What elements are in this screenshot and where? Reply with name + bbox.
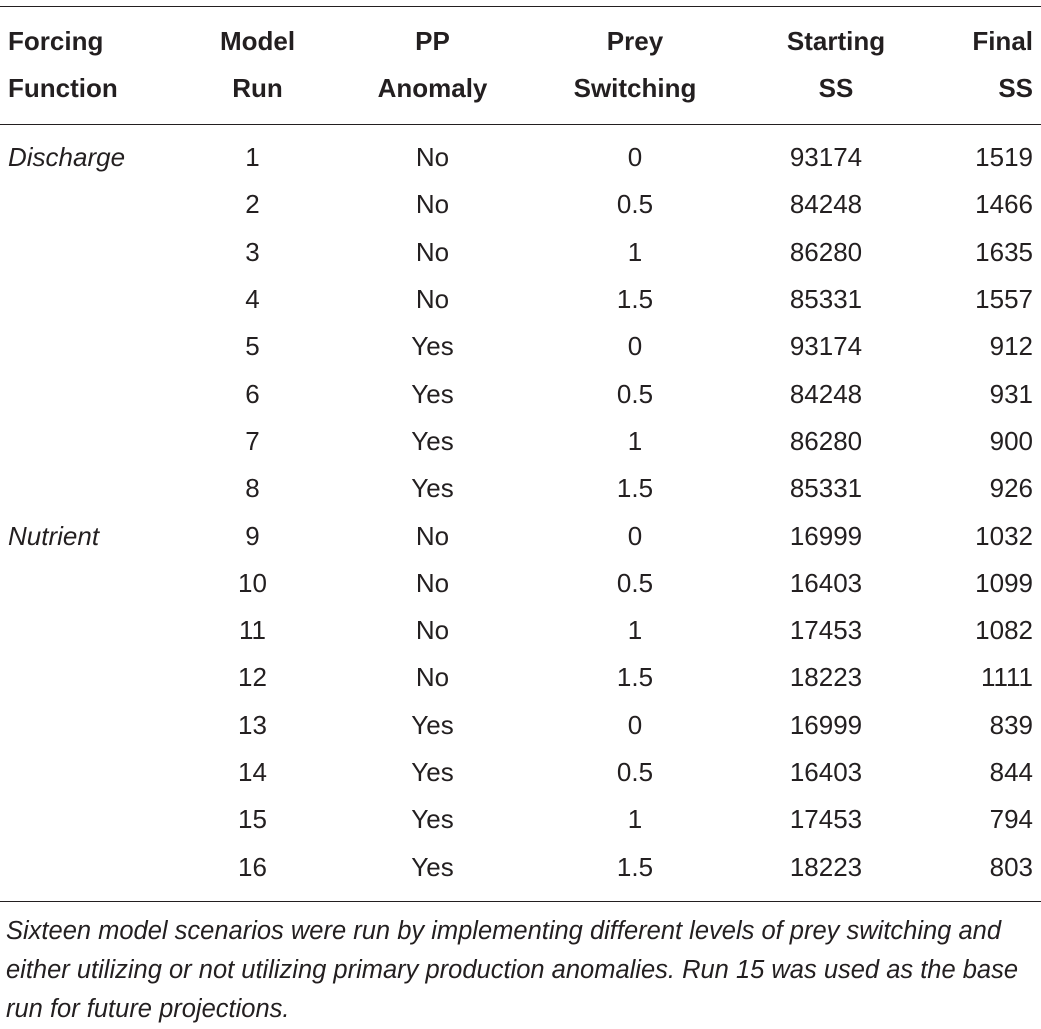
cell-forcing-function: [0, 181, 175, 228]
cell-starting-ss: 86280: [789, 425, 863, 456]
cell-pp-anomaly: No: [415, 520, 450, 551]
cell-model-run: 1: [245, 142, 260, 173]
table-row: [0, 124, 1041, 181]
cell-starting-ss: 16999: [789, 709, 863, 740]
cell-pp-anomaly: No: [415, 142, 450, 173]
cell-forcing-function: [0, 229, 175, 276]
cell-pp-anomaly: Yes: [411, 757, 454, 787]
header-model-line1: Model: [219, 26, 296, 56]
cell-model-run: 15: [238, 804, 267, 835]
cell-starting-ss: 93174: [789, 142, 863, 173]
cell-pp-anomaly: No: [415, 662, 450, 693]
cell-forcing-function: Discharge: [8, 142, 126, 173]
table-row: [0, 276, 1041, 323]
cell-prey-switching: 1: [627, 615, 643, 646]
header-starting-ss: [735, 18, 907, 124]
cell-prey-switching: 0: [627, 142, 643, 173]
cell-starting-ss: 16403: [789, 757, 863, 787]
cell-prey-switching: 1.5: [616, 473, 654, 504]
cell-final-ss: 803: [989, 851, 1033, 882]
cell-starting-ss: 84248: [789, 189, 863, 220]
header-final-line1: Final: [972, 26, 1033, 56]
cell-model-run: 4: [245, 284, 260, 315]
cell-forcing-function: [0, 843, 175, 890]
cell-pp-anomaly: No: [415, 615, 450, 646]
cell-forcing-function: [0, 607, 175, 654]
cell-model-run: 5: [245, 331, 260, 362]
cell-prey-switching: 1: [627, 236, 643, 267]
cell-starting-ss: 93174: [789, 331, 863, 362]
cell-final-ss: 1082: [975, 615, 1033, 646]
cell-forcing-function: [0, 465, 175, 512]
cell-pp-anomaly: No: [415, 567, 450, 598]
header-prey-line1: Prey: [606, 26, 664, 56]
cell-starting-ss: 17453: [789, 615, 863, 646]
cell-model-run: 8: [245, 473, 260, 504]
cell-final-ss: 839: [989, 709, 1033, 740]
table-header: [0, 18, 1041, 124]
cell-final-ss: 1032: [975, 520, 1033, 551]
cell-forcing-function: [0, 654, 175, 701]
header-final-ss: [907, 18, 1041, 124]
cell-model-run: 16: [238, 851, 267, 882]
header-model-run: [175, 18, 330, 124]
cell-starting-ss: 17453: [789, 804, 863, 835]
table-row: [0, 796, 1041, 843]
cell-pp-anomaly: Yes: [411, 331, 454, 362]
cell-final-ss: 844: [989, 757, 1033, 787]
table-row: [0, 654, 1041, 701]
table-row: [0, 607, 1041, 654]
cell-prey-switching: 1.5: [616, 851, 654, 882]
cell-prey-switching: 0: [627, 331, 643, 362]
table-row: [0, 749, 1041, 796]
header-prey-line2: Switching: [573, 73, 697, 103]
cell-starting-ss: 16999: [789, 520, 863, 551]
cell-forcing-function: [0, 749, 175, 796]
table-row: [0, 560, 1041, 607]
cell-final-ss: 794: [989, 804, 1033, 835]
header-forcing-line1: Forcing: [8, 26, 104, 56]
table-body: [0, 124, 1041, 891]
header-start-line2: SS: [818, 73, 854, 103]
table-row: [0, 702, 1041, 749]
cell-model-run: 7: [245, 425, 260, 456]
cell-final-ss: 1111: [980, 662, 1033, 693]
header-model-line2: Run: [232, 73, 283, 103]
cell-starting-ss: 18223: [789, 662, 863, 693]
cell-final-ss: 1519: [975, 142, 1033, 173]
cell-model-run: 12: [238, 662, 267, 693]
cell-prey-switching: 0: [627, 709, 643, 740]
cell-prey-switching: 0.5: [616, 378, 654, 409]
cell-final-ss: 926: [989, 473, 1033, 504]
cell-final-ss: 1466: [975, 189, 1033, 220]
cell-pp-anomaly: Yes: [411, 378, 454, 409]
table-row: [0, 229, 1041, 276]
table-bottom-rule: [0, 901, 1041, 902]
cell-model-run: 11: [239, 615, 266, 646]
cell-prey-switching: 1.5: [616, 284, 654, 315]
cell-prey-switching: 1.5: [616, 662, 654, 693]
cell-model-run: 6: [245, 378, 260, 409]
cell-forcing-function: [0, 276, 175, 323]
cell-forcing-function: [0, 323, 175, 370]
cell-starting-ss: 18223: [789, 851, 863, 882]
cell-starting-ss: 86280: [789, 236, 863, 267]
cell-forcing-function: [0, 560, 175, 607]
cell-forcing-function: [0, 796, 175, 843]
table-top-rule: [0, 6, 1041, 7]
cell-model-run: 2: [245, 189, 260, 220]
table-row: [0, 418, 1041, 465]
cell-prey-switching: 0: [627, 520, 643, 551]
table-row: [0, 465, 1041, 512]
cell-starting-ss: 85331: [789, 473, 863, 504]
cell-prey-switching: 0.5: [616, 189, 654, 220]
header-row: [0, 18, 1041, 124]
header-final-line2: SS: [998, 73, 1033, 103]
cell-final-ss: 900: [989, 425, 1033, 456]
cell-starting-ss: 85331: [789, 284, 863, 315]
cell-prey-switching: 1: [627, 425, 643, 456]
cell-final-ss: 912: [989, 331, 1033, 362]
header-pp-line2: Anomaly: [377, 73, 488, 103]
table-row: [0, 323, 1041, 370]
cell-forcing-function: [0, 702, 175, 749]
cell-final-ss: 1099: [975, 567, 1033, 598]
cell-pp-anomaly: Yes: [411, 851, 454, 882]
cell-pp-anomaly: No: [415, 189, 450, 220]
header-forcing-line2: Function: [8, 73, 118, 103]
cell-forcing-function: [0, 418, 175, 465]
cell-starting-ss: 16403: [789, 567, 863, 598]
cell-model-run: 13: [238, 709, 267, 740]
header-forcing-function: [0, 18, 175, 124]
cell-pp-anomaly: Yes: [411, 425, 454, 456]
cell-final-ss: 1557: [975, 284, 1033, 315]
cell-pp-anomaly: Yes: [411, 473, 454, 504]
cell-pp-anomaly: No: [415, 236, 450, 267]
cell-pp-anomaly: Yes: [411, 709, 454, 740]
cell-prey-switching: 0.5: [616, 757, 654, 787]
cell-final-ss: 1635: [975, 236, 1033, 267]
cell-model-run: 3: [245, 236, 260, 267]
cell-pp-anomaly: No: [415, 284, 450, 315]
table-footnote: Sixteen model scenarios were run by implementing different levels of prey switching and either utilizing or not utilizing primary production anomalies. Run 15 was used as the base run for future projections.: [6, 917, 1019, 1023]
cell-prey-switching: 1: [627, 804, 643, 835]
cell-forcing-function: [0, 370, 175, 417]
header-start-line1: Starting: [786, 26, 886, 56]
cell-final-ss: 931: [989, 378, 1033, 409]
cell-starting-ss: 84248: [789, 378, 863, 409]
cell-forcing-function: Nutrient: [8, 520, 100, 551]
table-row: [0, 512, 1041, 559]
cell-model-run: 14: [238, 757, 267, 787]
cell-prey-switching: 0.5: [616, 567, 654, 598]
table-row: [0, 181, 1041, 228]
header-pp-anomaly: [330, 18, 535, 124]
header-pp-line1: PP: [415, 26, 450, 56]
table-row: [0, 370, 1041, 417]
table-row: [0, 843, 1041, 890]
cell-model-run: 10: [238, 567, 267, 598]
cell-model-run: 9: [245, 520, 260, 551]
model-runs-table: [0, 18, 1041, 891]
cell-pp-anomaly: Yes: [411, 804, 454, 835]
header-prey-switching: [535, 18, 735, 124]
